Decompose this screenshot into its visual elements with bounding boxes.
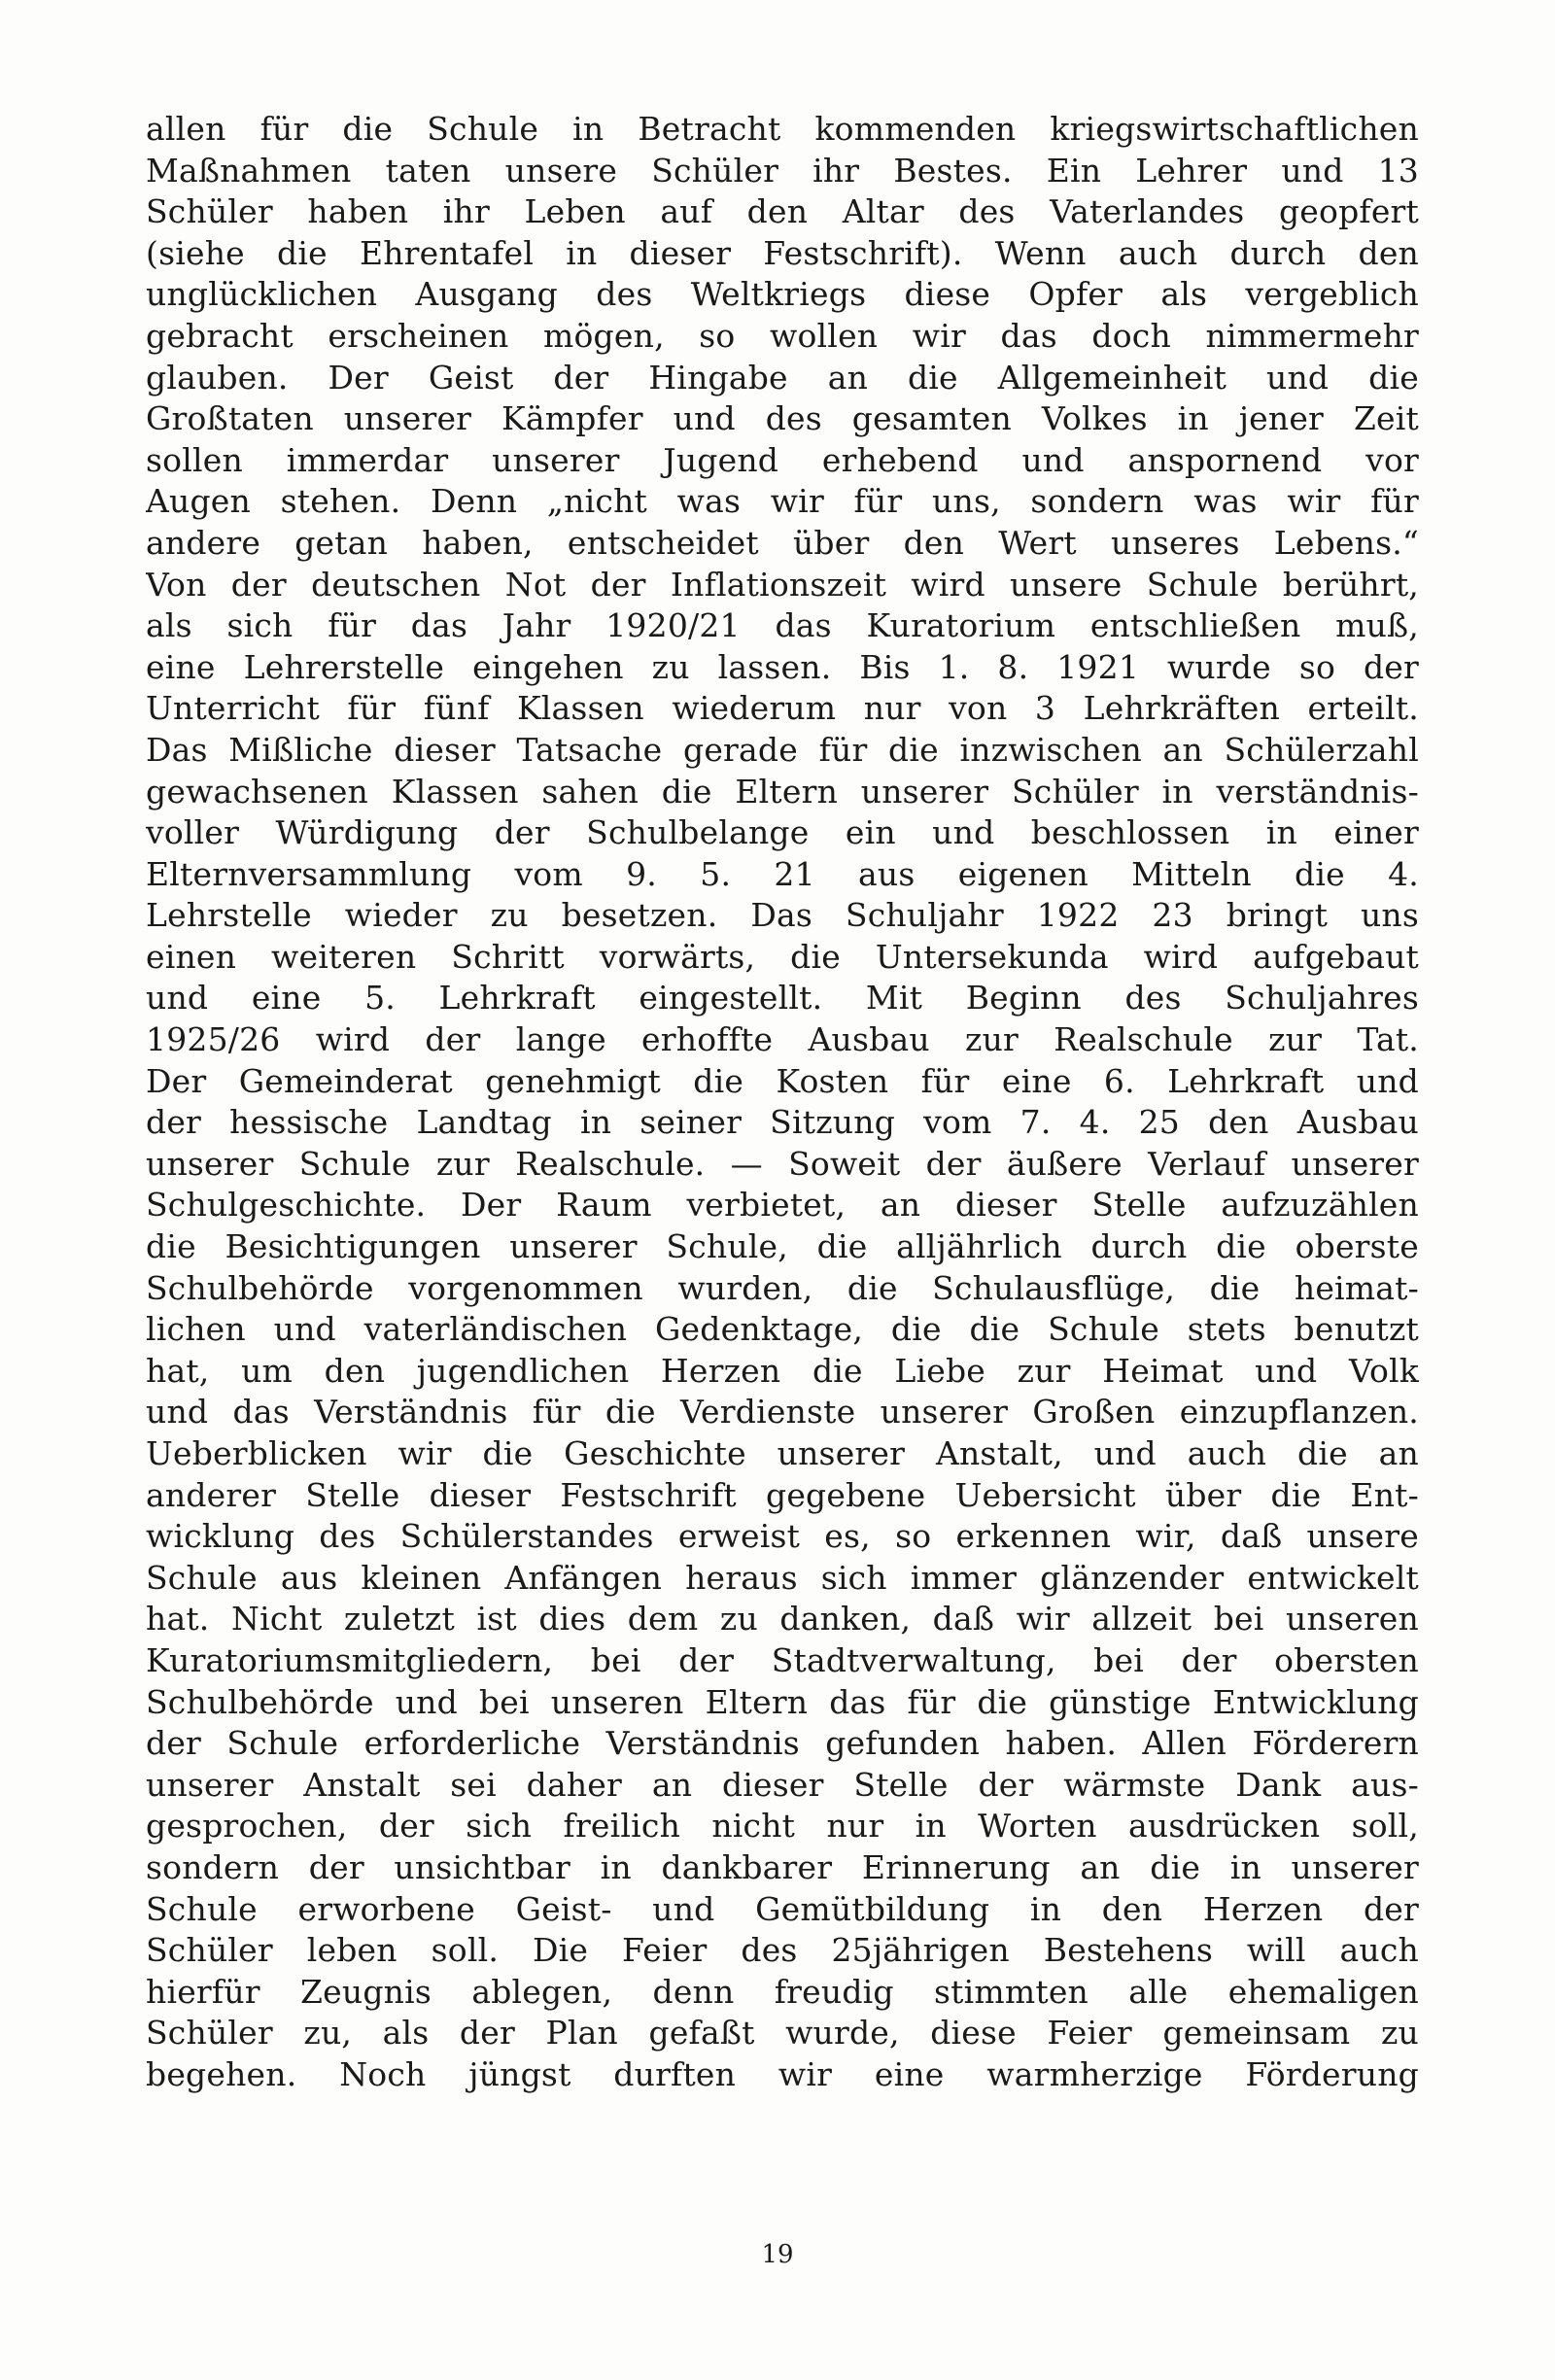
text-line: 1925/26 wird der lange erhoffte Ausbau zur Realschule zur Tat. xyxy=(146,1020,1419,1059)
text-line: anderer Stelle dieser Festschrift gegebene Uebersicht über die Ent- xyxy=(146,1475,1419,1514)
text-line: der hessische Landtag in seiner Sitzung vom 7. 4. 25 den Ausbau xyxy=(146,1103,1419,1142)
text-line: glauben. Der Geist der Hingabe an die Allgemeinheit und die xyxy=(146,358,1419,397)
text-line: unserer Schule zur Realschule. — Soweit der äußere Verlauf unserer xyxy=(146,1144,1419,1183)
text-line: Das Mißliche dieser Tatsache gerade für die inzwischen an Schülerzahl xyxy=(146,730,1419,769)
text-line: Schulbehörde und bei unseren Eltern das für die günstige Entwicklung xyxy=(146,1682,1419,1721)
text-line: begehen. Noch jüngst durften wir eine warmherzige Förderung xyxy=(146,2054,1419,2093)
text-line: Augen stehen. Denn „nicht was wir für uns, sondern was wir für xyxy=(146,482,1419,521)
text-line: unserer Anstalt sei daher an dieser Stelle der wärmste Dank aus- xyxy=(146,1765,1419,1804)
text-line: Schule aus kleinen Anfängen heraus sich immer glänzender entwickelt xyxy=(146,1558,1419,1597)
text-line: gesprochen, der sich freilich nicht nur in Worten ausdrücken soll, xyxy=(146,1807,1419,1845)
text-line: Der Gemeinderat genehmigt die Kosten für eine 6. Lehrkraft und xyxy=(146,1061,1419,1100)
text-line: lichen und vaterländischen Gedenktage, die die Schule stets benutzt xyxy=(146,1310,1419,1349)
text-line: Großtaten unserer Kämpfer und des gesamten Volkes in jener Zeit xyxy=(146,399,1419,438)
page-number: 19 xyxy=(761,2240,794,2269)
text-line: und eine 5. Lehrkraft eingestellt. Mit Beginn des Schuljahres xyxy=(146,979,1419,1018)
text-line: Ueberblicken wir die Geschichte unserer Anstalt, und auch die an xyxy=(146,1434,1419,1472)
text-line: Elternversammlung vom 9. 5. 21 aus eigenen Mitteln die 4. xyxy=(146,854,1419,893)
text-line: sollen immerdar unserer Jugend erhebend und anspornend vor xyxy=(146,440,1419,479)
text-line: Kuratoriumsmitgliedern, bei der Stadtverwaltung, bei der obersten xyxy=(146,1640,1419,1679)
text-line: gebracht erscheinen mögen, so wollen wir das doch nimmermehr xyxy=(146,316,1419,355)
text-line: Schüler zu, als der Plan gefaßt wurde, diese Feier gemeinsam zu xyxy=(146,2014,1419,2052)
text-line: allen für die Schule in Betracht kommenden kriegswirtschaftlichen xyxy=(146,110,1419,148)
text-line: hierfür Zeugnis ablegen, denn freudig stimmten alle ehemaligen xyxy=(146,1972,1419,2011)
text-line: Lehrstelle wieder zu besetzen. Das Schuljahr 1922 23 bringt uns xyxy=(146,896,1419,935)
text-line: und das Verständnis für die Verdienste unserer Großen einzupflanzen. xyxy=(146,1393,1419,1431)
text-line: Maßnahmen taten unsere Schüler ihr Bestes. Ein Lehrer und 13 xyxy=(146,151,1419,190)
text-line: Schulgeschichte. Der Raum verbietet, an dieser Stelle aufzuzählen xyxy=(146,1186,1419,1224)
text-line: sondern der unsichtbar in dankbarer Erinnerung an die in unserer xyxy=(146,1847,1419,1886)
text-line: (siehe die Ehrentafel in dieser Festschrift). Wenn auch durch den xyxy=(146,233,1419,272)
text-line: voller Würdigung der Schulbelange ein und beschlossen in einer xyxy=(146,813,1419,852)
text-line: die Besichtigungen unserer Schule, die alljährlich durch die oberste xyxy=(146,1227,1419,1266)
text-line: hat. Nicht zuletzt ist dies dem zu danken, daß wir allzeit bei unseren xyxy=(146,1600,1419,1638)
text-line: wicklung des Schülerstandes erweist es, so erkennen wir, daß unsere xyxy=(146,1517,1419,1556)
body-text xyxy=(146,109,1419,2096)
text-line: andere getan haben, entscheidet über den Wert unseres Lebens.“ xyxy=(146,523,1419,562)
text-line: als sich für das Jahr 1920/21 das Kuratorium entschließen muß, xyxy=(146,606,1419,645)
text-line: Schule erworbene Geist- und Gemütbildung in den Herzen der xyxy=(146,1889,1419,1928)
text-line: Schulbehörde vorgenommen wurden, die Schulausflüge, die heimat- xyxy=(146,1268,1419,1307)
text-line: gewachsenen Klassen sahen die Eltern unserer Schüler in verständnis- xyxy=(146,772,1419,811)
text-line: unglücklichen Ausgang des Weltkriegs diese Opfer als vergeblich xyxy=(146,275,1419,314)
text-line: einen weiteren Schritt vorwärts, die Untersekunda wird aufgebaut xyxy=(146,937,1419,976)
text-line: der Schule erforderliche Verständnis gefunden haben. Allen Förderern xyxy=(146,1724,1419,1763)
text-line: eine Lehrerstelle eingehen zu lassen. Bis 1. 8. 1921 wurde so der xyxy=(146,647,1419,686)
text-line: hat, um den jugendlichen Herzen die Liebe zur Heimat und Volk xyxy=(146,1351,1419,1390)
text-line: Schüler leben soll. Die Feier des 25jährigen Bestehens will auch xyxy=(146,1931,1419,1970)
text-line: Schüler haben ihr Leben auf den Altar des Vaterlandes geopfert xyxy=(146,192,1419,231)
text-line: Von der deutschen Not der Inflationszeit wird unsere Schule berührt, xyxy=(146,565,1419,604)
text-line: Unterricht für fünf Klassen wiederum nur von 3 Lehrkräften erteilt. xyxy=(146,689,1419,728)
